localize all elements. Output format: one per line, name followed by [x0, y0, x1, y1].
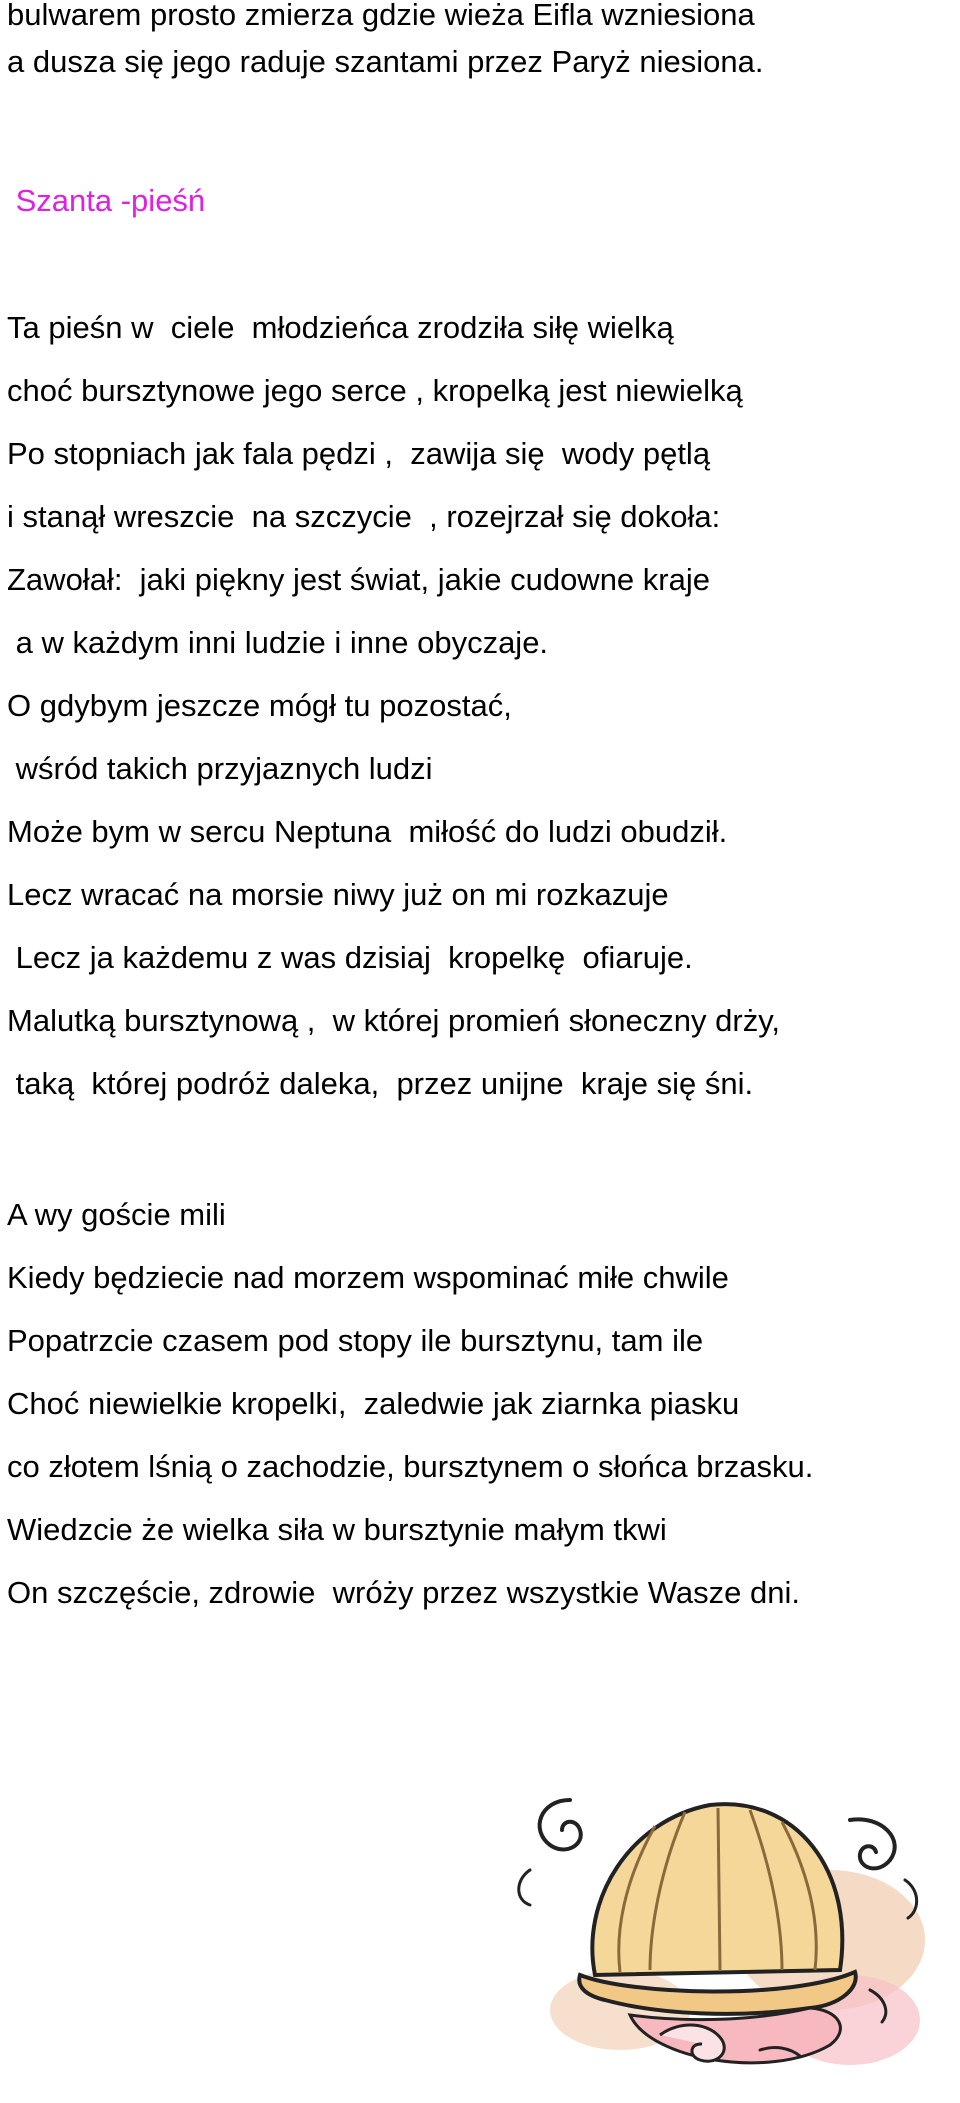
verse1-line-5: Zawołał: jaki piękny jest świat, jakie cudowne kraje — [7, 562, 710, 597]
verse1-line-9: Może bym w sercu Neptuna miłość do ludzi obudził. — [7, 814, 728, 849]
verse1-line-10: Lecz wracać na morsie niwy już on mi rozkazuje — [7, 877, 669, 912]
verse1-line-11: Lecz ja każdemu z was dzisiaj kropelkę ofiaruje. — [7, 940, 693, 975]
verse1-line-13: taką której podróż daleka, przez unijne kraje się śni. — [7, 1066, 754, 1101]
verse1-line-8: wśród takich przyjaznych ludzi — [7, 751, 433, 786]
seashell-icon — [510, 1760, 940, 2090]
verse1-line-6: a w każdym inni ludzie i inne obyczaje. — [7, 625, 549, 660]
intro-line-1: bulwarem prosto zmierza gdzie wieża Eifla wzniesiona — [7, 0, 755, 32]
verse2-line-4: Choć niewielkie kropelki, zaledwie jak ziarnka piasku — [7, 1386, 740, 1421]
verse1-line-7: O gdybym jeszcze mógł tu pozostać, — [7, 688, 512, 723]
verse1-line-4: i stanął wreszcie na szczycie , rozejrzał się dokoła: — [7, 499, 721, 534]
verse1-line-2: choć bursztynowe jego serce , kropelką jest niewielką — [7, 373, 743, 408]
verse2-line-2: Kiedy będziecie nad morzem wspominać miłe chwile — [7, 1260, 729, 1295]
verse2-line-7: On szczęście, zdrowie wróży przez wszystkie Wasze dni. — [7, 1575, 801, 1610]
verse1-line-3: Po stopniach jak fala pędzi , zawija się wody pętlą — [7, 436, 711, 471]
intro-line-2: a dusza się jego raduje szantami przez Paryż niesiona. — [7, 44, 764, 79]
verse1-line-12: Malutką bursztynową , w której promień słoneczny drży, — [7, 1003, 781, 1038]
poem-title: Szanta -pieśń — [7, 183, 206, 218]
verse2-line-6: Wiedzcie że wielka siła w bursztynie małym tkwi — [7, 1512, 667, 1547]
verse2-line-1: A wy goście mili — [7, 1197, 226, 1232]
verse2-line-5: co złotem lśnią o zachodzie, bursztynem o słońca brzasku. — [7, 1449, 814, 1484]
verse1-line-1: Ta pieśn w ciele młodzieńca zrodziła siłę wielką — [7, 310, 674, 345]
verse2-line-3: Popatrzcie czasem pod stopy ile bursztynu, tam ile — [7, 1323, 704, 1358]
